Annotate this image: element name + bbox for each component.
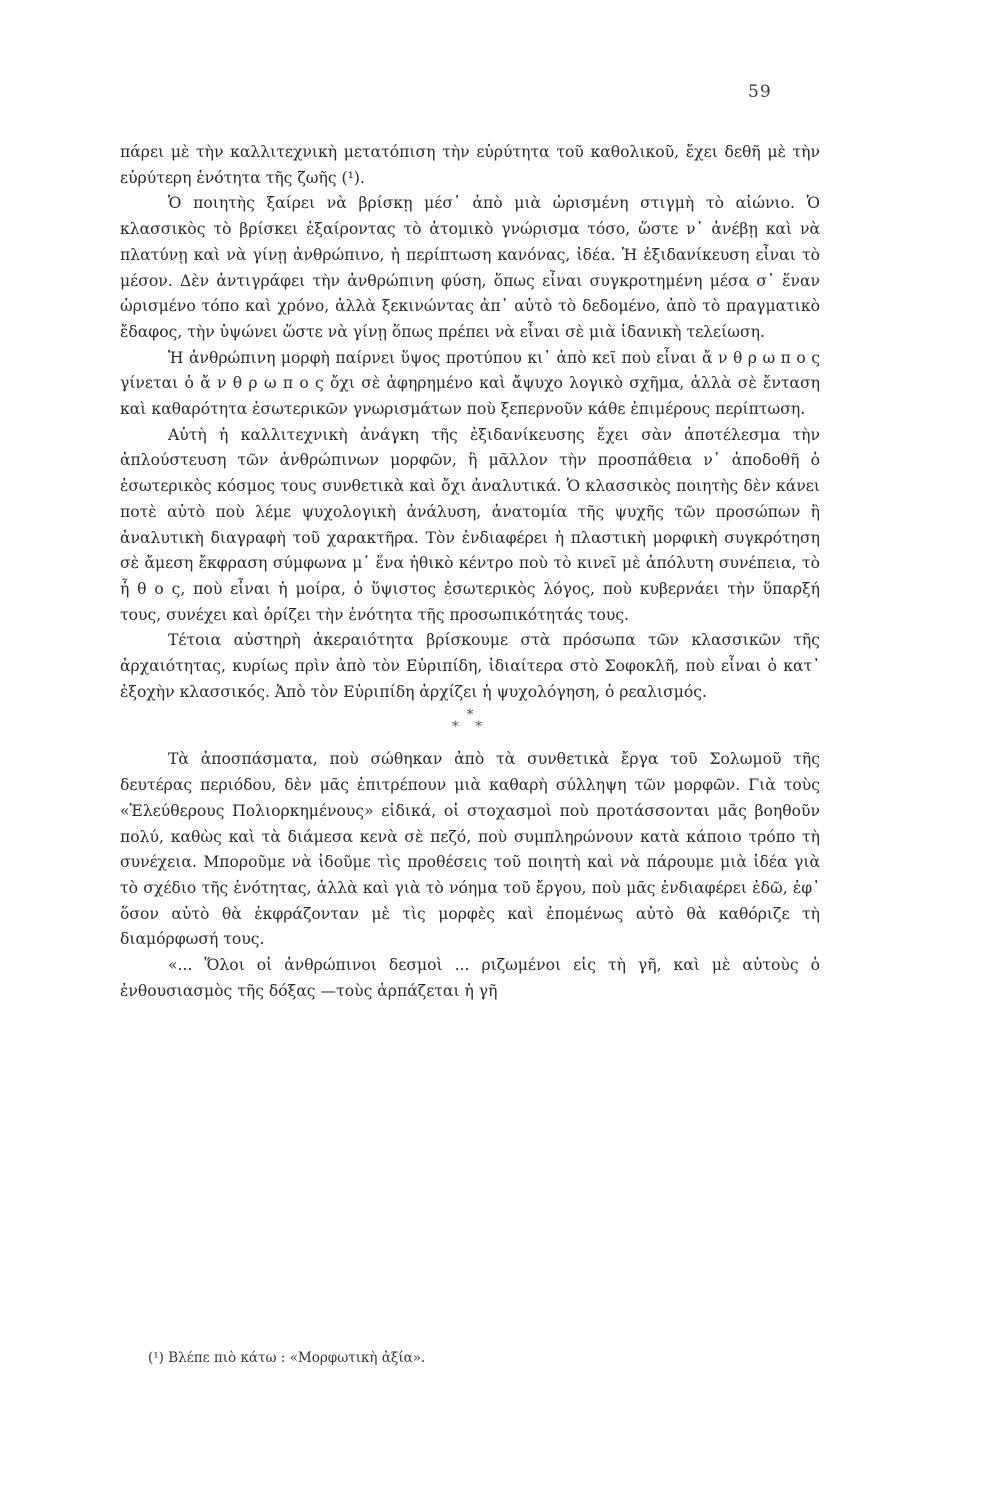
- paragraph-continuation: πάρει μὲ τὴν καλλιτεχνικὴ μετατόπιση τὴν εὐρύτητα τοῦ καθολικοῦ, ἔχει δεθῆ μὲ τὴν εὐρύτερη ἑνότητα τῆς ζωῆς (¹).: [120, 143, 820, 187]
- paragraph: Ἡ ἀνθρώπινη μορφὴ παίρνει ὕψος προτύπου κι᾽ ἀπὸ κεῖ ποὺ εἶναι ἄ ν θ ρ ω π ο ς γίνεται ὁ ἄ ν θ ρ ω π ο ς ὄχι σὲ ἀφηρημένο καὶ ἄψυχο λογικὸ σχῆμα, ἀλλὰ σὲ ἔνταση καὶ καθαρότητα ἐσωτερικῶν γνωρισμάτων ποὺ ξεπερνοῦν κάθε ἐπιμέρους περίπτωση.: [120, 348, 820, 419]
- paragraph: Ὁ ποιητὴς ξαίρει νὰ βρίσκῃ μέσ᾽ ἀπὸ μιὰ ὡρισμένη στιγμὴ τὸ αἰώνιο. Ὁ κλασσικὸς τὸ βρίσκει ἐξαίροντας τὸ ἀτομικὸ γνώρισμα τόσο, ὥστε ν᾽ ἀνέβῃ καὶ νὰ πλατύνῃ καὶ νὰ γίνῃ ἀνθρώπινο, ἡ περίπτωση κανόνας, ἰδέα. Ἡ ἐξιδανίκευση εἶναι τὸ μέσον. Δὲν ἀντιγράφει τὴν ἀνθρώπινη φύση, ὅπως εἶναι συγκροτημένη μέσα σ᾽ ἕναν ὡρισμένο τόπο καὶ χρόνο, ἀλλὰ ξεκινώντας ἀπ᾽ αὐτὸ τὸ δεδομένο, ἀπὸ τὸ πραγματικὸ ἔδαφος, τὴν ὑψώνει ὥστε νὰ γίνῃ ὅπως πρέπει νὰ εἶναι σὲ μιὰ ἰδανικὴ τελείωση.: [120, 194, 820, 341]
- paragraph-quote: «... Ὅλοι οἱ ἀνθρώπινοι δεσμοὶ ... ριζωμένοι εἰς τὴ γῆ, καὶ μὲ αὐτοὺς ὁ ἐνθουσιασμὸς τῆς δόξας —τοὺς ἁρπάζεται ἡ γῆ: [120, 956, 820, 1000]
- paragraph: Τέτοια αὐστηρὴ ἀκεραιότητα βρίσκουμε στὰ πρόσωπα τῶν κλασσικῶν τῆς ἀρχαιότητας, κυρίως πρὶν ἀπὸ τὸν Εὐριπίδη, ἰδιαίτερα στὸ Σοφοκλῆ, ποὺ εἶναι ὁ κατ᾽ ἐξοχὴν κλασσικός. Ἀπὸ τὸν Εὐριπίδη ἀρχίζει ἡ ψυχολόγηση, ὁ ρεαλισμός.: [120, 631, 820, 701]
- main-text: [120, 140, 820, 1005]
- separator-stars-bottom: * *: [451, 719, 489, 736]
- page-number: 59: [748, 82, 772, 102]
- section-separator: [120, 707, 820, 736]
- paragraph: Αὐτὴ ἡ καλλιτεχνικὴ ἀνάγκη τῆς ἐξιδανίκευσης ἔχει σὰν ἀποτέλεσμα τὴν ἁπλούστευση τῶν ἀνθρώπινων μορφῶν, ἢ μᾶλλον τὴν προσπάθεια ν᾽ ἀποδοθῆ ὁ ἐσωτερικὸς κόσμος τους συνθετικὰ καὶ ὄχι ἀναλυτικά. Ὁ κλασσικὸς ποιητὴς δὲν κάνει ποτὲ αὐτὸ ποὺ λέμε ψυχολογικὴ ἀνάλυση, ἀνατομία τῆς ψυχῆς τῶν προσώπων ἢ ἀναλυτικὴ διαγραφὴ τοῦ χαρακτῆρα. Τὸν ἐνδιαφέρει ἡ πλαστικὴ μορφικὴ συγκρότηση σὲ ἄμεση ἔκφραση σύμφωνα μ᾽ ἕνα ἠθικὸ κέντρο ποὺ τὸ κινεῖ μὲ ἀπόλυτη συνέπεια, τὸ ἦ θ ο ς, ποὺ εἶναι ἡ μοίρα, ὁ ὕψιστος ἐσωτερικὸς λόγος, ποὺ κυβερνάει τὴν ὕπαρξή τους, συνέχει καὶ ὁρίζει τὴν ἑνότητα τῆς προσωπικότητάς τους.: [120, 425, 820, 624]
- footnote: (¹) Βλέπε πιὸ κάτω : «Μορφωτικὴ ἀξία».: [148, 1350, 426, 1366]
- paragraph: Τὰ ἀποσπάσματα, ποὺ σώθηκαν ἀπὸ τὰ συνθετικὰ ἔργα τοῦ Σολωμοῦ τῆς δευτέρας περιόδου, δὲν μᾶς ἐπιτρέπουν μιὰ καθαρὴ σύλληψη τῶν μορφῶν. Γιὰ τοὺς «Ἐλεύθερους Πολιορκημένους» εἰδικά, οἱ στοχασμοὶ ποὺ προτάσσονται μᾶς βοηθοῦν πολύ, καθὼς καὶ τὰ διάμεσα κενὰ σὲ πεζό, ποὺ συμπληρώνουν κατὰ κάποιο τρόπο τὴ συνέχεια. Μποροῦμε νὰ ἰδοῦμε τὶς προθέσεις τοῦ ποιητὴ καὶ νὰ πάρουμε μιὰ ἰδέα γιὰ τὸ σχέδιο τῆς ἑνότητας, ἀλλὰ καὶ γιὰ τὸ νόημα τοῦ ἔργου, ποὺ μᾶς ἐνδιαφέρει ἐδῶ, ἐφ᾽ ὅσον αὐτὸ θὰ ἐκφράζονταν μὲ τὶς μορφὲς καὶ ἑπομένως αὐτὸ θὰ καθόριζε τὴ διαμόρφωσή τους.: [120, 750, 820, 949]
- separator-star-top: *: [466, 707, 474, 724]
